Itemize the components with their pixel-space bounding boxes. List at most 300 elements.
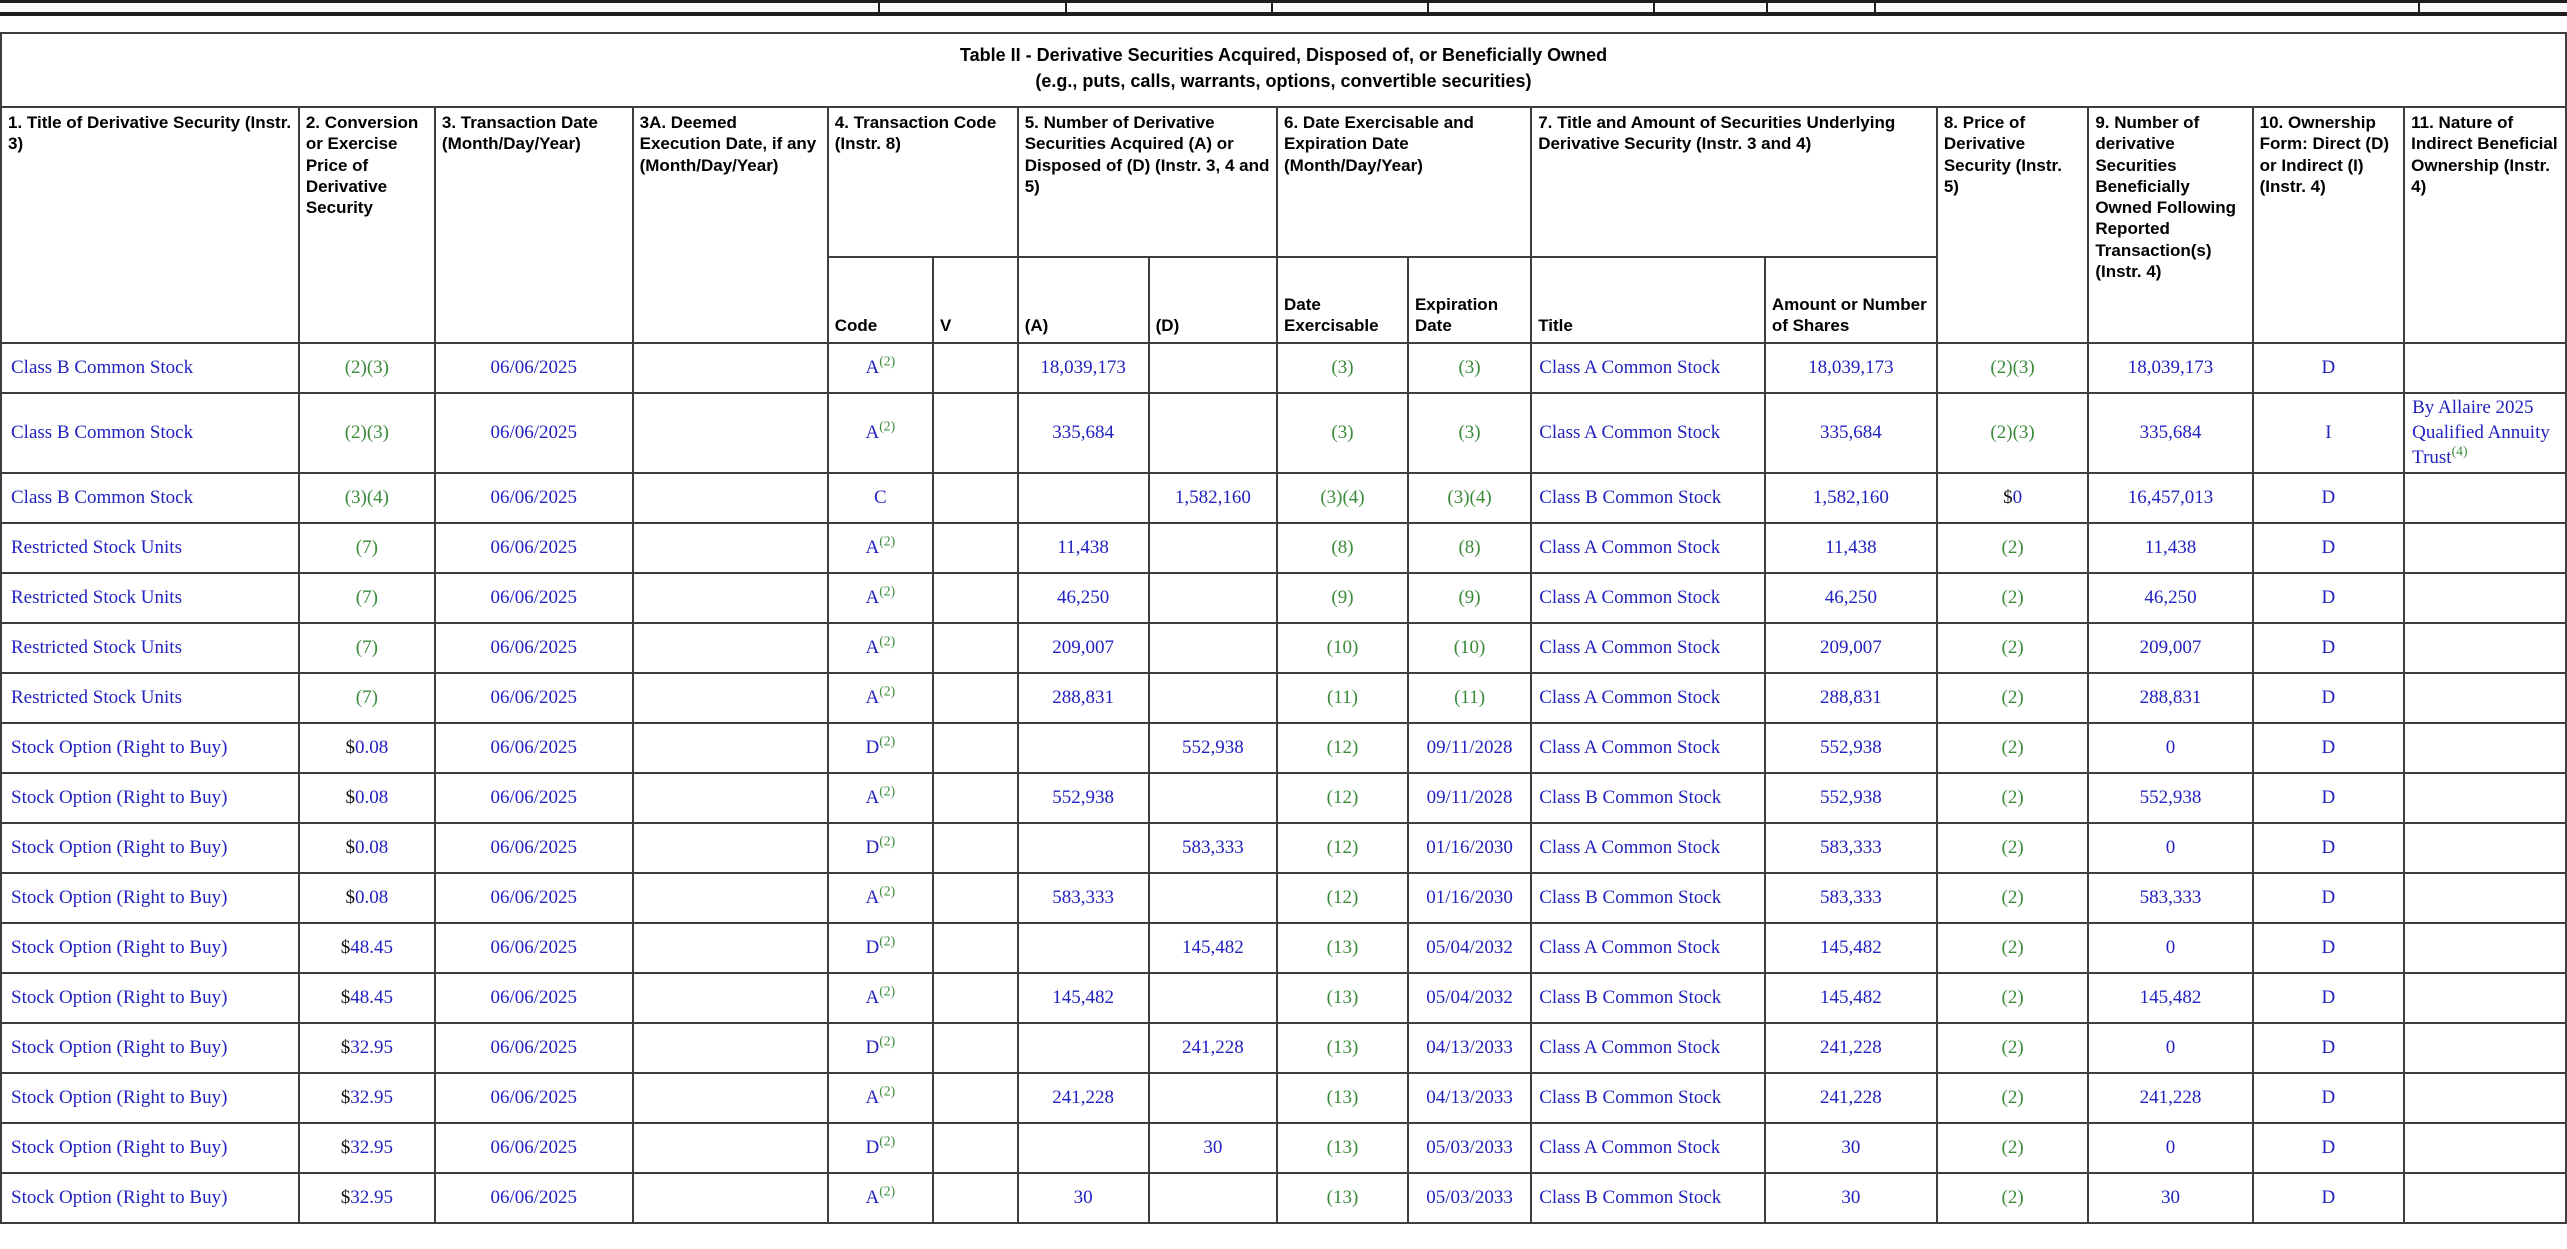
fact-value-link[interactable]: Class B Common Stock	[11, 421, 194, 443]
cell-price8[interactable]	[1937, 873, 2088, 923]
footnote-ref-link[interactable]: (2)	[879, 983, 896, 999]
fact-value-link[interactable]: 06/06/2025	[490, 586, 578, 608]
fact-value-link[interactable]: D	[2321, 1186, 2336, 1208]
cell-price8[interactable]	[1937, 623, 2088, 673]
footnote-ref-link[interactable]: (2)	[879, 933, 896, 949]
cell-price[interactable]	[299, 673, 435, 723]
cell-price8[interactable]	[1937, 393, 2088, 473]
cell-date[interactable]	[435, 1073, 633, 1123]
cell-price8[interactable]	[1937, 1173, 2088, 1223]
cell-expiration[interactable]	[1408, 923, 1531, 973]
cell-code[interactable]	[828, 623, 933, 673]
fact-value-link[interactable]: 06/06/2025	[490, 1086, 578, 1108]
cell-shares[interactable]	[1765, 973, 1937, 1023]
footnote-ref-link[interactable]: (2)(3)	[344, 356, 390, 378]
fact-value-link[interactable]: 01/16/2030	[1426, 836, 1513, 858]
cell-price8[interactable]	[1937, 473, 2088, 523]
cell-price[interactable]	[299, 973, 435, 1023]
cell-price[interactable]	[299, 823, 435, 873]
fact-value-link[interactable]: 06/06/2025	[490, 936, 578, 958]
fact-value-link[interactable]: D	[865, 836, 880, 858]
fact-value-link[interactable]: A	[865, 586, 880, 608]
footnote-ref-link[interactable]: (12)	[1326, 786, 1359, 808]
cell-shares[interactable]	[1765, 923, 1937, 973]
fact-value-link[interactable]: 18,039,173	[2127, 356, 2214, 378]
cell-price[interactable]	[299, 1023, 435, 1073]
cell-underlying-title[interactable]	[1531, 723, 1765, 773]
fact-value-link[interactable]: Class B Common Stock	[11, 486, 194, 508]
cell-underlying-title[interactable]	[1531, 573, 1765, 623]
cell-price[interactable]	[299, 343, 435, 393]
fact-value-link[interactable]: 209,007	[2139, 636, 2202, 658]
fact-value-link[interactable]: 0.08	[354, 736, 389, 758]
cell-shares[interactable]	[1765, 523, 1937, 573]
fact-value-link[interactable]: D	[2321, 786, 2336, 808]
cell-shares[interactable]	[1765, 573, 1937, 623]
footnote-ref-link[interactable]: (9)	[1331, 586, 1354, 608]
fact-value-link[interactable]: 0	[2165, 936, 2176, 958]
cell-price[interactable]	[299, 873, 435, 923]
footnote-ref-link[interactable]: (9)	[1458, 586, 1481, 608]
fact-value-link[interactable]: 11,438	[2144, 536, 2197, 558]
fact-value-link[interactable]: Restricted Stock Units	[11, 536, 182, 558]
cell-date[interactable]	[435, 473, 633, 523]
cell-acq[interactable]	[1018, 523, 1149, 573]
cell-owned[interactable]	[2088, 673, 2252, 723]
cell-price[interactable]	[299, 1073, 435, 1123]
footnote-ref-link[interactable]: (4)	[2451, 443, 2468, 459]
footnote-ref-link[interactable]: (2)	[2001, 636, 2024, 658]
cell-expiration[interactable]	[1408, 623, 1531, 673]
cell-date[interactable]	[435, 393, 633, 473]
cell-price[interactable]	[299, 473, 435, 523]
fact-value-link[interactable]: 06/06/2025	[490, 356, 578, 378]
footnote-ref-link[interactable]: (3)	[1331, 356, 1354, 378]
footnote-ref-link[interactable]: (2)	[879, 833, 896, 849]
footnote-ref-link[interactable]: (2)(3)	[1990, 421, 2035, 443]
fact-value-link[interactable]: 288,831	[1819, 686, 1882, 708]
cell-date-exercisable[interactable]	[1277, 573, 1408, 623]
cell-date[interactable]	[435, 573, 633, 623]
fact-value-link[interactable]: 18,039,173	[1040, 356, 1126, 378]
cell-price8[interactable]	[1937, 1123, 2088, 1173]
cell-form[interactable]	[2253, 1073, 2404, 1123]
fact-value-link[interactable]: 288,831	[2139, 686, 2202, 708]
fact-value-link[interactable]: Class A Common Stock	[1539, 356, 1721, 378]
fact-value-link[interactable]: 48.45	[350, 936, 393, 958]
cell-owned[interactable]	[2088, 473, 2252, 523]
cell-title[interactable]	[1, 343, 299, 393]
fact-value-link[interactable]: Stock Option (Right to Buy)	[11, 986, 228, 1008]
cell-owned[interactable]	[2088, 773, 2252, 823]
fact-value-link[interactable]: 06/06/2025	[490, 736, 578, 758]
footnote-ref-link[interactable]: (8)	[1458, 536, 1481, 558]
footnote-ref-link[interactable]: (11)	[1327, 686, 1358, 708]
footnote-ref-link[interactable]: (13)	[1326, 1186, 1359, 1208]
cell-acq[interactable]	[1018, 773, 1149, 823]
fact-value-link[interactable]: 583,333	[2139, 886, 2202, 908]
footnote-ref-link[interactable]: (2)	[879, 1183, 896, 1199]
fact-value-link[interactable]: D	[865, 936, 880, 958]
cell-disp[interactable]	[1149, 923, 1277, 973]
cell-date-exercisable[interactable]	[1277, 1173, 1408, 1223]
fact-value-link[interactable]: 46,250	[2144, 586, 2197, 608]
cell-date[interactable]	[435, 673, 633, 723]
fact-value-link[interactable]: Stock Option (Right to Buy)	[11, 786, 228, 808]
cell-date[interactable]	[435, 1023, 633, 1073]
fact-value-link[interactable]: 209,007	[1052, 636, 1115, 658]
cell-title[interactable]	[1, 1123, 299, 1173]
fact-value-link[interactable]: 335,684	[1052, 421, 1115, 443]
cell-underlying-title[interactable]	[1531, 923, 1765, 973]
cell-expiration[interactable]	[1408, 723, 1531, 773]
cell-expiration[interactable]	[1408, 393, 1531, 473]
fact-value-link[interactable]: 04/13/2033	[1426, 1036, 1513, 1058]
fact-value-link[interactable]: 335,684	[2139, 421, 2202, 443]
footnote-ref-link[interactable]: (2)	[879, 418, 896, 434]
cell-price8[interactable]	[1937, 723, 2088, 773]
fact-value-link[interactable]: Class A Common Stock	[1539, 836, 1721, 858]
cell-date-exercisable[interactable]	[1277, 343, 1408, 393]
cell-form[interactable]	[2253, 673, 2404, 723]
fact-value-link[interactable]: Class A Common Stock	[1539, 936, 1721, 958]
fact-value-link[interactable]: 32.95	[350, 1186, 393, 1208]
cell-form[interactable]	[2253, 393, 2404, 473]
cell-underlying-title[interactable]	[1531, 1173, 1765, 1223]
cell-price[interactable]	[299, 1173, 435, 1223]
cell-acq[interactable]	[1018, 673, 1149, 723]
fact-value-link[interactable]: 06/06/2025	[490, 421, 578, 443]
fact-value-link[interactable]: D	[2321, 986, 2336, 1008]
fact-value-link[interactable]: 30	[2160, 1186, 2180, 1208]
cell-form[interactable]	[2253, 573, 2404, 623]
fact-value-link[interactable]: 241,228	[1181, 1036, 1244, 1058]
fact-value-link[interactable]: Restricted Stock Units	[11, 636, 182, 658]
fact-value-link[interactable]: Class A Common Stock	[1539, 1036, 1721, 1058]
cell-date[interactable]	[435, 973, 633, 1023]
cell-disp[interactable]	[1149, 1123, 1277, 1173]
fact-value-link[interactable]: 241,228	[1819, 1036, 1882, 1058]
cell-date[interactable]	[435, 773, 633, 823]
fact-value-link[interactable]: 241,228	[1052, 1086, 1115, 1108]
cell-title[interactable]	[1, 823, 299, 873]
cell-date-exercisable[interactable]	[1277, 823, 1408, 873]
fact-value-link[interactable]: 335,684	[1819, 421, 1882, 443]
fact-value-link[interactable]: 30	[1203, 1136, 1223, 1158]
footnote-ref-link[interactable]: (2)	[2001, 886, 2024, 908]
fact-value-link[interactable]: D	[2321, 886, 2336, 908]
cell-owned[interactable]	[2088, 823, 2252, 873]
cell-code[interactable]	[828, 1023, 933, 1073]
footnote-ref-link[interactable]: (2)	[2001, 586, 2024, 608]
fact-value-link[interactable]: D	[865, 1136, 880, 1158]
cell-owned[interactable]	[2088, 723, 2252, 773]
cell-title[interactable]	[1, 1073, 299, 1123]
fact-value-link[interactable]: I	[2325, 421, 2332, 443]
cell-code[interactable]	[828, 343, 933, 393]
cell-disp[interactable]	[1149, 723, 1277, 773]
cell-form[interactable]	[2253, 343, 2404, 393]
fact-value-link[interactable]: C	[874, 486, 887, 508]
fact-value-link[interactable]: Class A Common Stock	[1539, 686, 1721, 708]
fact-value-link[interactable]: 01/16/2030	[1426, 886, 1513, 908]
cell-shares[interactable]	[1765, 473, 1937, 523]
cell-date-exercisable[interactable]	[1277, 393, 1408, 473]
cell-underlying-title[interactable]	[1531, 473, 1765, 523]
footnote-ref-link[interactable]: (12)	[1326, 736, 1359, 758]
fact-value-link[interactable]: 11,438	[1057, 536, 1109, 558]
fact-value-link[interactable]: Restricted Stock Units	[11, 686, 182, 708]
fact-value-link[interactable]: A	[865, 686, 880, 708]
footnote-ref-link[interactable]: (2)	[2001, 1136, 2024, 1158]
fact-value-link[interactable]: 48.45	[350, 986, 393, 1008]
cell-form[interactable]	[2253, 523, 2404, 573]
footnote-ref-link[interactable]: (2)	[2001, 786, 2024, 808]
footnote-ref-link[interactable]: (10)	[1453, 636, 1486, 658]
cell-date-exercisable[interactable]	[1277, 773, 1408, 823]
cell-title[interactable]	[1, 673, 299, 723]
fact-value-link[interactable]: 30	[1841, 1136, 1861, 1158]
footnote-ref-link[interactable]: (2)	[2001, 1086, 2024, 1108]
fact-value-link[interactable]: 0	[2165, 836, 2176, 858]
fact-value-link[interactable]: 06/06/2025	[490, 986, 578, 1008]
fact-value-link[interactable]: 552,938	[1819, 736, 1882, 758]
footnote-ref-link[interactable]: (2)	[879, 733, 896, 749]
fact-value-link[interactable]: 06/06/2025	[490, 636, 578, 658]
cell-shares[interactable]	[1765, 343, 1937, 393]
cell-underlying-title[interactable]	[1531, 393, 1765, 473]
fact-value-link[interactable]: D	[2321, 356, 2336, 378]
cell-underlying-title[interactable]	[1531, 523, 1765, 573]
footnote-ref-link[interactable]: (2)	[879, 883, 896, 899]
cell-price8[interactable]	[1937, 523, 2088, 573]
cell-date-exercisable[interactable]	[1277, 1123, 1408, 1173]
fact-value-link[interactable]: Stock Option (Right to Buy)	[11, 1186, 228, 1208]
cell-code[interactable]	[828, 523, 933, 573]
footnote-ref-link[interactable]: (13)	[1326, 1086, 1359, 1108]
fact-value-link[interactable]: Class A Common Stock	[1539, 421, 1721, 443]
footnote-ref-link[interactable]: (2)	[879, 683, 896, 699]
cell-price[interactable]	[299, 773, 435, 823]
fact-value-link[interactable]: 552,938	[1181, 736, 1244, 758]
cell-shares[interactable]	[1765, 1073, 1937, 1123]
fact-value-link[interactable]: 11,438	[1825, 536, 1877, 558]
fact-value-link[interactable]: Stock Option (Right to Buy)	[11, 1136, 228, 1158]
fact-value-link[interactable]: 583,333	[1052, 886, 1115, 908]
footnote-ref-link[interactable]: (8)	[1331, 536, 1354, 558]
fact-value-link[interactable]: A	[865, 986, 880, 1008]
footnote-ref-link[interactable]: (2)	[879, 1083, 896, 1099]
fact-value-link[interactable]: 0.08	[354, 786, 389, 808]
fact-value-link[interactable]: A	[865, 1086, 880, 1108]
cell-underlying-title[interactable]	[1531, 773, 1765, 823]
cell-disp[interactable]	[1149, 823, 1277, 873]
fact-value-link[interactable]: 288,831	[1052, 686, 1115, 708]
cell-owned[interactable]	[2088, 623, 2252, 673]
footnote-ref-link[interactable]: (13)	[1326, 986, 1359, 1008]
cell-underlying-title[interactable]	[1531, 823, 1765, 873]
fact-value-link[interactable]: 06/06/2025	[490, 886, 578, 908]
cell-shares[interactable]	[1765, 623, 1937, 673]
cell-code[interactable]	[828, 773, 933, 823]
footnote-ref-link[interactable]: (2)	[2001, 836, 2024, 858]
cell-form[interactable]	[2253, 873, 2404, 923]
fact-value-link[interactable]: 552,938	[1819, 786, 1882, 808]
cell-date[interactable]	[435, 523, 633, 573]
cell-acq[interactable]	[1018, 393, 1149, 473]
fact-value-link[interactable]: 18,039,173	[1808, 356, 1894, 378]
fact-value-link[interactable]: D	[2321, 1136, 2336, 1158]
fact-value-link[interactable]: 06/06/2025	[490, 1036, 578, 1058]
fact-value-link[interactable]: 06/06/2025	[490, 836, 578, 858]
cell-title[interactable]	[1, 573, 299, 623]
footnote-ref-link[interactable]: (12)	[1326, 836, 1359, 858]
cell-acq[interactable]	[1018, 573, 1149, 623]
cell-form[interactable]	[2253, 473, 2404, 523]
footnote-ref-link[interactable]: (2)	[879, 353, 896, 369]
footnote-ref-link[interactable]: (2)	[2001, 986, 2024, 1008]
cell-date-exercisable[interactable]	[1277, 473, 1408, 523]
fact-value-link[interactable]: Class B Common Stock	[1539, 1086, 1722, 1108]
cell-date-exercisable[interactable]	[1277, 723, 1408, 773]
cell-price[interactable]	[299, 723, 435, 773]
fact-value-link[interactable]: 32.95	[350, 1086, 393, 1108]
fact-value-link[interactable]: A	[865, 1186, 880, 1208]
cell-shares[interactable]	[1765, 873, 1937, 923]
cell-date[interactable]	[435, 623, 633, 673]
fact-value-link[interactable]: 145,482	[2139, 986, 2202, 1008]
cell-date-exercisable[interactable]	[1277, 1073, 1408, 1123]
cell-owned[interactable]	[2088, 343, 2252, 393]
fact-value-link[interactable]: Stock Option (Right to Buy)	[11, 836, 228, 858]
fact-value-link[interactable]: 06/06/2025	[490, 536, 578, 558]
fact-value-link[interactable]: A	[865, 786, 880, 808]
footnote-ref-link[interactable]: (3)	[1458, 421, 1481, 443]
fact-value-link[interactable]: Stock Option (Right to Buy)	[11, 886, 228, 908]
fact-value-link[interactable]: Stock Option (Right to Buy)	[11, 1086, 228, 1108]
cell-code[interactable]	[828, 1173, 933, 1223]
cell-date-exercisable[interactable]	[1277, 523, 1408, 573]
footnote-ref-link[interactable]: (2)(3)	[344, 421, 390, 443]
cell-price8[interactable]	[1937, 923, 2088, 973]
footnote-ref-link[interactable]: (2)	[2001, 736, 2024, 758]
footnote-ref-link[interactable]: (10)	[1326, 636, 1359, 658]
cell-shares[interactable]	[1765, 673, 1937, 723]
fact-value-link[interactable]: 06/06/2025	[490, 1136, 578, 1158]
cell-owned[interactable]	[2088, 1073, 2252, 1123]
fact-value-link[interactable]: 09/11/2028	[1426, 786, 1513, 808]
fact-value-link[interactable]: 583,333	[1181, 836, 1244, 858]
fact-value-link[interactable]: 32.95	[350, 1036, 393, 1058]
cell-underlying-title[interactable]	[1531, 873, 1765, 923]
cell-owned[interactable]	[2088, 1123, 2252, 1173]
cell-disp[interactable]	[1149, 1023, 1277, 1073]
fact-value-link[interactable]: 209,007	[1819, 636, 1882, 658]
footnote-ref-link[interactable]: (13)	[1326, 1036, 1359, 1058]
cell-owned[interactable]	[2088, 1023, 2252, 1073]
cell-expiration[interactable]	[1408, 673, 1531, 723]
cell-title[interactable]	[1, 623, 299, 673]
fact-value-link[interactable]: Class B Common Stock	[1539, 886, 1722, 908]
cell-owned[interactable]	[2088, 523, 2252, 573]
cell-date-exercisable[interactable]	[1277, 673, 1408, 723]
fact-value-link[interactable]: Class A Common Stock	[1539, 1136, 1721, 1158]
cell-price8[interactable]	[1937, 1073, 2088, 1123]
fact-value-link[interactable]: 0.08	[354, 836, 389, 858]
cell-title[interactable]	[1, 473, 299, 523]
cell-expiration[interactable]	[1408, 823, 1531, 873]
cell-code[interactable]	[828, 393, 933, 473]
cell-underlying-title[interactable]	[1531, 673, 1765, 723]
footnote-ref-link[interactable]: (7)	[355, 586, 378, 608]
cell-owned[interactable]	[2088, 873, 2252, 923]
fact-value-link[interactable]: 1,582,160	[1174, 486, 1251, 508]
fact-value-link[interactable]: Class B Common Stock	[1539, 1186, 1722, 1208]
fact-value-link[interactable]: 32.95	[350, 1136, 393, 1158]
cell-underlying-title[interactable]	[1531, 343, 1765, 393]
cell-price8[interactable]	[1937, 673, 2088, 723]
fact-value-link[interactable]: 30	[1073, 1186, 1093, 1208]
cell-code[interactable]	[828, 1073, 933, 1123]
cell-title[interactable]	[1, 923, 299, 973]
fact-value-link[interactable]: D	[2321, 686, 2336, 708]
fact-value-link[interactable]: 04/13/2033	[1426, 1086, 1513, 1108]
cell-expiration[interactable]	[1408, 343, 1531, 393]
cell-acq[interactable]	[1018, 873, 1149, 923]
fact-value-link[interactable]: 46,250	[1057, 586, 1110, 608]
cell-expiration[interactable]	[1408, 1123, 1531, 1173]
fact-value-link[interactable]: D	[865, 1036, 880, 1058]
fact-value-link[interactable]: Restricted Stock Units	[11, 586, 182, 608]
fact-value-link[interactable]: 0.08	[354, 886, 389, 908]
fact-value-link[interactable]: D	[2321, 586, 2336, 608]
fact-value-link[interactable]: A	[865, 536, 880, 558]
footnote-ref-link[interactable]: (7)	[355, 636, 378, 658]
cell-title[interactable]	[1, 773, 299, 823]
fact-value-link[interactable]: Class B Common Stock	[11, 356, 194, 378]
cell-price8[interactable]	[1937, 823, 2088, 873]
cell-expiration[interactable]	[1408, 873, 1531, 923]
fact-value-link[interactable]: D	[2321, 636, 2336, 658]
footnote-ref-link[interactable]: (3)(4)	[344, 486, 390, 508]
cell-date[interactable]	[435, 1123, 633, 1173]
cell-expiration[interactable]	[1408, 773, 1531, 823]
fact-value-link[interactable]: Stock Option (Right to Buy)	[11, 736, 228, 758]
cell-shares[interactable]	[1765, 823, 1937, 873]
footnote-ref-link[interactable]: (2)	[879, 633, 896, 649]
cell-code[interactable]	[828, 923, 933, 973]
cell-price8[interactable]	[1937, 973, 2088, 1023]
cell-title[interactable]	[1, 523, 299, 573]
fact-value-link[interactable]: Class A Common Stock	[1539, 536, 1721, 558]
fact-value-link[interactable]: Class A Common Stock	[1539, 636, 1721, 658]
fact-value-link[interactable]: D	[2321, 836, 2336, 858]
fact-value-link[interactable]: Stock Option (Right to Buy)	[11, 1036, 228, 1058]
cell-form[interactable]	[2253, 773, 2404, 823]
cell-title[interactable]	[1, 393, 299, 473]
cell-date[interactable]	[435, 823, 633, 873]
fact-value-link[interactable]: 583,333	[1819, 886, 1882, 908]
cell-acq[interactable]	[1018, 1173, 1149, 1223]
fact-value-link[interactable]: 06/06/2025	[490, 1186, 578, 1208]
cell-date-exercisable[interactable]	[1277, 923, 1408, 973]
footnote-ref-link[interactable]: (13)	[1326, 936, 1359, 958]
cell-date[interactable]	[435, 723, 633, 773]
cell-form[interactable]	[2253, 1123, 2404, 1173]
cell-date-exercisable[interactable]	[1277, 623, 1408, 673]
cell-price[interactable]	[299, 393, 435, 473]
cell-price[interactable]	[299, 923, 435, 973]
